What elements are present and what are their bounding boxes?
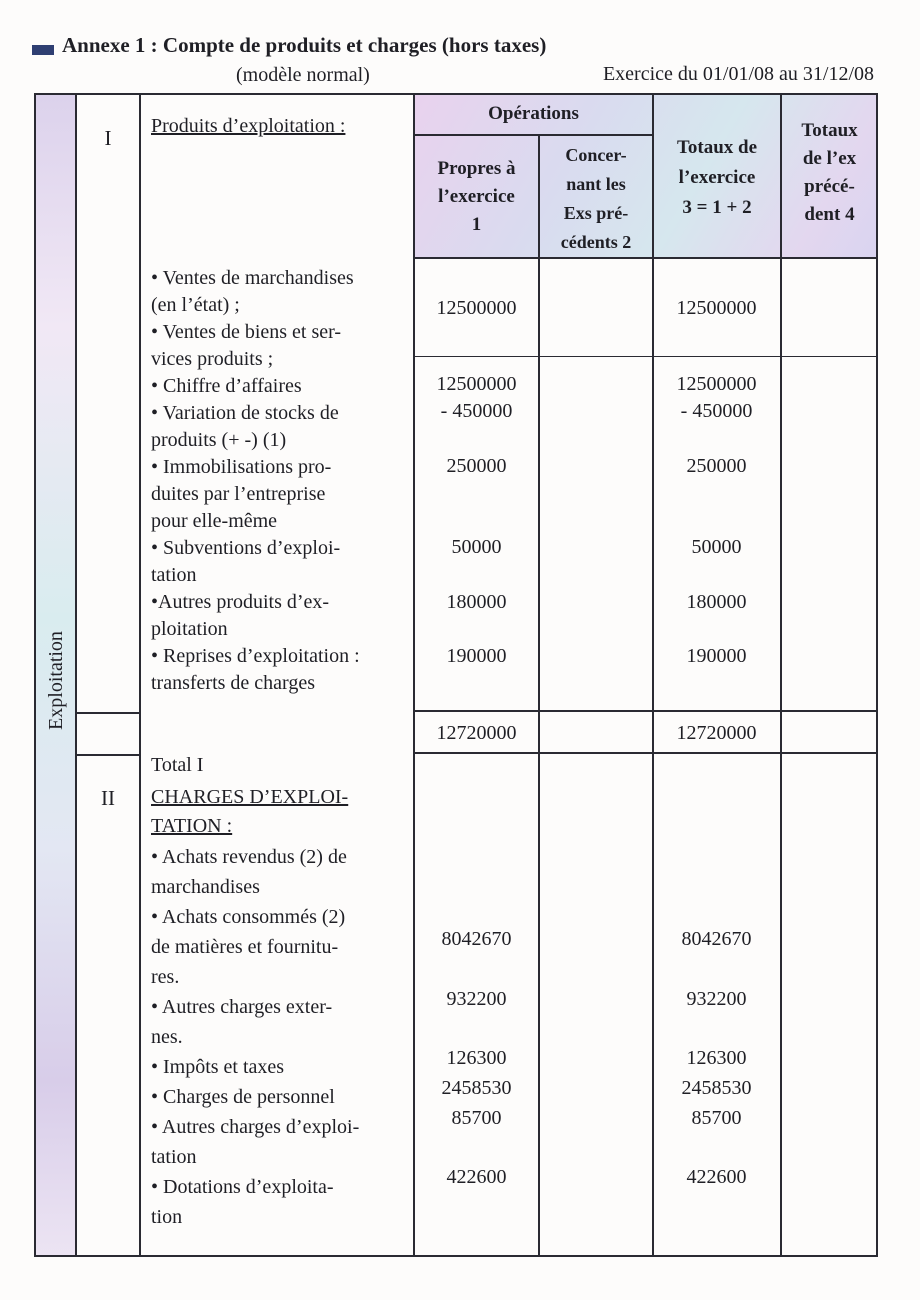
header-col3: Totaux de l’exercice 3 = 1 + 2 [676,137,758,218]
document-subtitle: (modèle normal) [236,64,370,86]
header-operations: Opérations [488,103,579,124]
row-divider-section-i [76,712,140,714]
section-number-i: I [104,126,112,150]
header-col4: Totaux de l’ex précé- dent 4 [801,120,858,225]
col-divider-section [139,95,141,1255]
value-immobilisations-col1: 250000 [446,455,507,477]
exploitation-side-label: Exploitation [44,630,67,730]
list-item: tation [151,1146,197,1168]
value-dotations-col3: 422600 [686,1166,747,1188]
value-subventions-col3: 50000 [691,536,742,558]
list-item: nes. [151,1026,183,1048]
produits-heading: Produits d’exploitation : [151,115,346,137]
value-reprises-col1: 190000 [446,645,507,667]
row-divider-sales [414,356,878,357]
list-item: ploitation [151,618,228,640]
list-item: tion [151,1206,183,1228]
list-item: • Achats revendus (2) de [151,846,347,868]
value-total-i-col1: 12720000 [436,722,517,744]
value-personnel-col1: 2458530 [441,1077,512,1099]
section-number-ii: II [101,786,115,810]
document-title: Annexe 1 : Compte de produits et charges (hors taxes) [62,33,547,57]
list-item: •Autres produits d’ex- [151,591,330,613]
row-divider-total-i [414,752,878,754]
list-item: • Achats consommés (2) [151,906,346,928]
charges-heading: CHARGES D’EXPLOI- TATION : [151,786,349,837]
value-achats-consommes-col3: 8042670 [681,928,752,950]
value-autres-produits-col3: 180000 [686,591,747,613]
list-item: duites par l’entreprise [151,483,326,505]
value-autres-charges-col1: 932200 [446,988,507,1010]
list-item: • Ventes de biens et ser- [151,321,342,343]
list-item: res. [151,966,180,988]
value-personnel-col3: 2458530 [681,1077,752,1099]
value-variation-col1: - 450000 [440,400,513,422]
produits-label-list [151,265,406,697]
list-item: marchandises [151,876,260,898]
value-autres-charges-exploitation-col3: 85700 [691,1107,742,1129]
col-divider-col1 [538,135,540,1255]
list-item: • Chiffre d’affaires [151,375,302,397]
value-autres-charges-exploitation-col1: 85700 [451,1107,502,1129]
value-reprises-col3: 190000 [686,645,747,667]
list-item: • Subventions d’exploi- [151,537,341,559]
value-ventes-col1: 12500000 [436,297,517,319]
fiscal-period: Exercice du 01/01/08 au 31/12/08 [602,63,874,85]
header-col2: Concer- nant les Exs pré- cédents 2 [560,145,632,252]
value-achats-consommes-col1: 8042670 [441,928,512,950]
value-impots-col1: 126300 [446,1047,507,1069]
value-subventions-col1: 50000 [451,536,502,558]
list-item: pour elle-même [151,510,278,532]
list-item: tation [151,564,197,586]
list-item: • Autres charges d’exploi- [151,1116,360,1138]
value-ca-col3: 12500000 [676,373,757,395]
row-divider-section-ii [76,754,140,756]
value-autres-charges-col3: 932200 [686,988,747,1010]
list-item: • Immobilisations pro- [151,456,332,478]
value-autres-produits-col1: 180000 [446,591,507,613]
title-bullet-mark [32,45,54,55]
list-item: • Charges de personnel [151,1086,335,1108]
list-item: • Reprises d’exploitation : [151,645,360,667]
value-immobilisations-col3: 250000 [686,455,747,477]
value-ca-col1: 12500000 [436,373,517,395]
value-variation-col3: - 450000 [680,400,753,422]
row-divider-products-end [414,710,878,712]
col-divider-labels [413,95,415,1255]
value-dotations-col1: 422600 [446,1166,507,1188]
col-divider-col2 [652,95,654,1255]
value-ventes-col3: 12500000 [676,297,757,319]
row-divider-header [414,257,878,259]
list-item: transferts de charges [151,672,316,694]
list-item: • Ventes de marchandises [151,267,354,289]
charges-label-list [151,842,406,1232]
value-impots-col3: 126300 [686,1047,747,1069]
col-divider-col3 [780,95,782,1255]
list-item: produits (+ -) (1) [151,429,287,451]
list-item: (en l’état) ; [151,294,240,316]
list-item: • Variation de stocks de [151,402,339,424]
total-i-label: Total I [151,754,204,776]
row-divider-operations [414,134,653,136]
list-item: de matières et fournitu- [151,936,339,958]
value-total-i-col3: 12720000 [676,722,757,744]
list-item: • Autres charges exter- [151,996,333,1018]
header-col1: Propres à l’exercice 1 [437,158,516,235]
list-item: • Dotations d’exploita- [151,1176,334,1198]
list-item: vices produits ; [151,348,274,370]
list-item: • Impôts et taxes [151,1056,285,1078]
